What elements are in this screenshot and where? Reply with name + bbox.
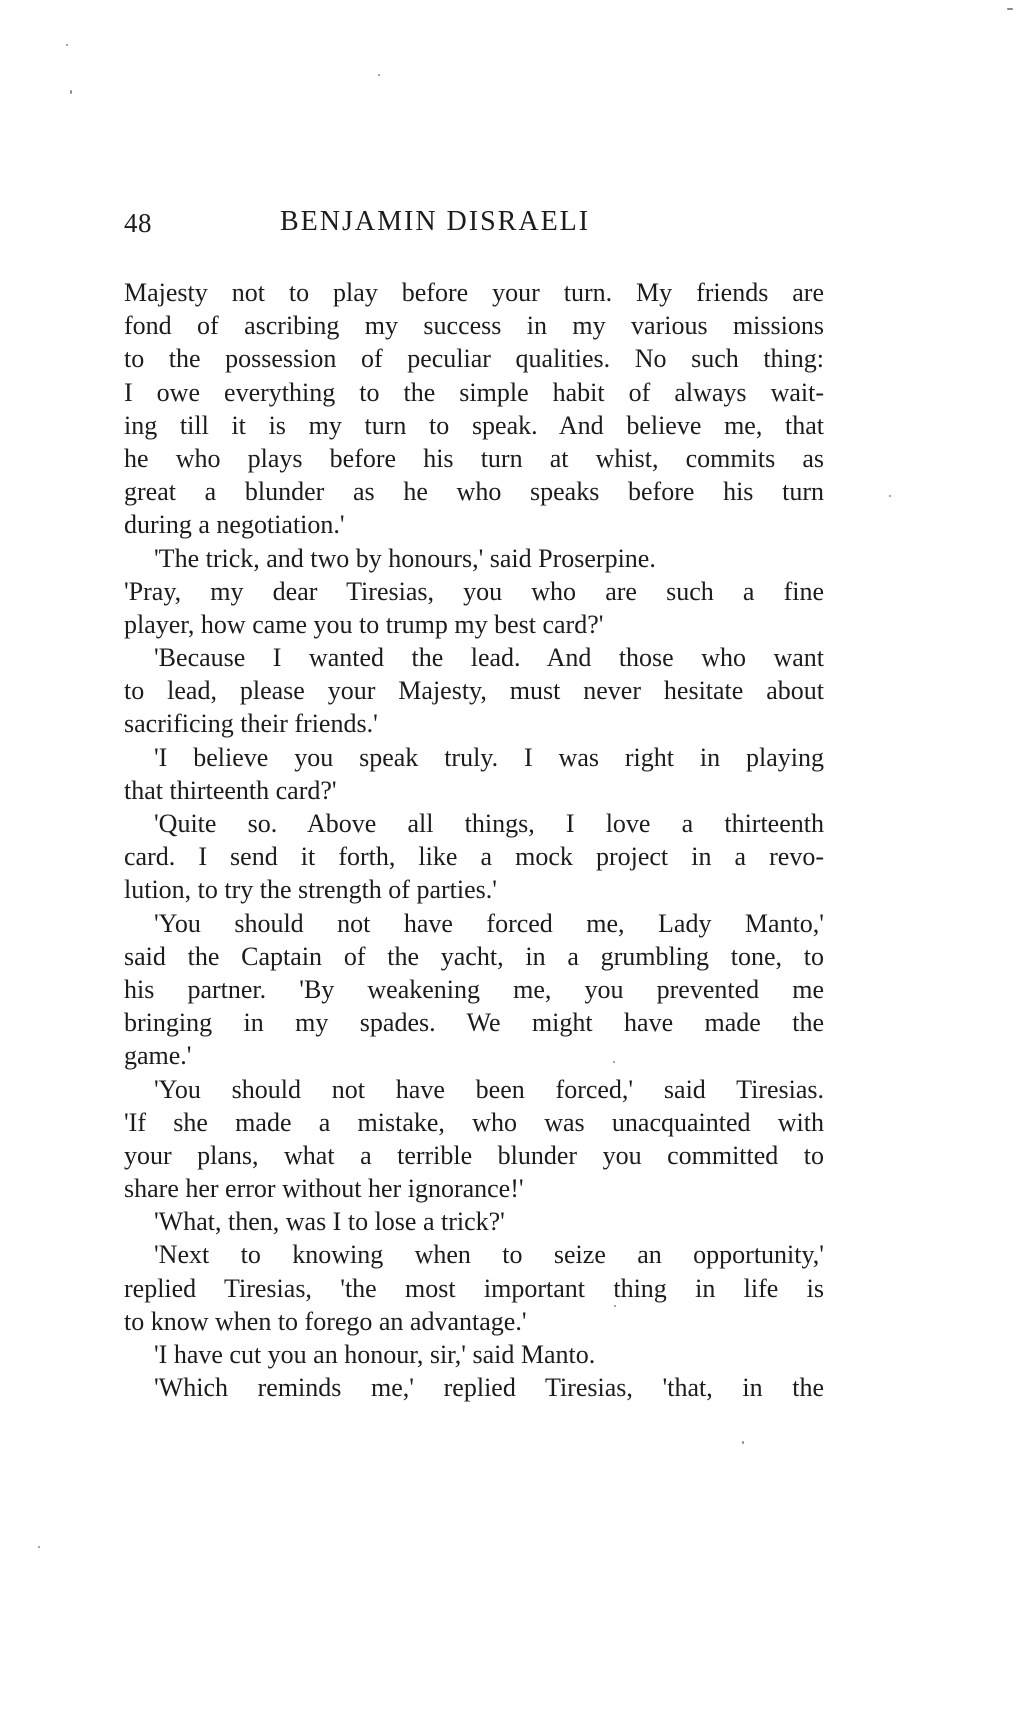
text-line: player, how came you to trump my best card?' [124, 609, 604, 639]
running-title: BENJAMIN DISRAELI [280, 206, 591, 237]
text-line: 'I have cut you an honour, sir,' said Manto. [154, 1340, 596, 1369]
scan-speck [742, 1441, 744, 1444]
running-head [124, 208, 824, 248]
text-line: 'Which reminds me,' replied Tiresias, 'that, in the [154, 1373, 824, 1403]
text-line: bringing in my spades. We might have made the [124, 1008, 824, 1038]
text-line: that thirteenth card?' [124, 775, 337, 805]
text-line: game.' [124, 1041, 192, 1071]
text-line: 'If she made a mistake, who was unacquainted with [124, 1107, 824, 1137]
text-line: he who plays before his turn at whist, commits as [124, 443, 824, 473]
scan-speck [889, 495, 891, 497]
text-line: sacrificing their friends.' [124, 709, 378, 739]
text-line: during a negotiation.' [124, 510, 345, 540]
text-line: said the Captain of the yacht, in a grumbling tone, to [124, 941, 824, 971]
text-line: 'Quite so. Above all things, I love a thirteenth [154, 809, 824, 838]
text-line: 'You should not have forced me, Lady Manto,' [154, 908, 824, 938]
text-line: 'I believe you speak truly. I was right in playing [154, 742, 824, 772]
text-line: to lead, please your Majesty, must never hesitate about [124, 676, 824, 706]
scan-speck [70, 90, 72, 94]
scan-speck [614, 1305, 616, 1307]
text-line: 'Pray, my dear Tiresias, you who are such a fine [124, 576, 824, 606]
text-line: to know when to forego an advantage.' [124, 1306, 527, 1336]
text-line: great a blunder as he who speaks before his turn [124, 477, 824, 507]
text-line: 'The trick, and two by honours,' said Proserpine. [154, 543, 656, 573]
text-line: 'Next to knowing when to seize an opportunity,' [154, 1240, 824, 1270]
body-text [124, 276, 824, 1404]
text-line: your plans, what a terrible blunder you committed to [124, 1140, 824, 1170]
text-line: ing till it is my turn to speak. And believe me, that [124, 410, 824, 440]
text-line: his partner. 'By weakening me, you prevented me [124, 974, 824, 1004]
text-line: I owe everything to the simple habit of always wait- [124, 377, 824, 407]
text-line: share her error without her ignorance!' [124, 1174, 524, 1204]
scan-speck [378, 74, 380, 76]
text-line: Majesty not to play before your turn. My friends are [124, 278, 824, 307]
scan-speck [613, 1061, 615, 1063]
text-line: fond of ascribing my success in my various missions [124, 311, 824, 341]
text-line: card. I send it forth, like a mock project in a revo- [124, 842, 824, 872]
text-line: 'Because I wanted the lead. And those who want [154, 643, 824, 673]
scan-speck [1007, 8, 1013, 10]
page-number: 48 [124, 208, 152, 238]
scan-speck [38, 1546, 40, 1548]
text-line: 'You should not have been forced,' said Tiresias. [154, 1074, 824, 1104]
text-line: to the possession of peculiar qualities. No such thing: [124, 344, 824, 374]
text-line: 'What, then, was I to lose a trick?' [154, 1207, 505, 1237]
text-line: replied Tiresias, 'the most important thing in life is [124, 1273, 824, 1303]
text-line: lution, to try the strength of parties.' [124, 875, 497, 905]
scan-speck [66, 44, 68, 46]
